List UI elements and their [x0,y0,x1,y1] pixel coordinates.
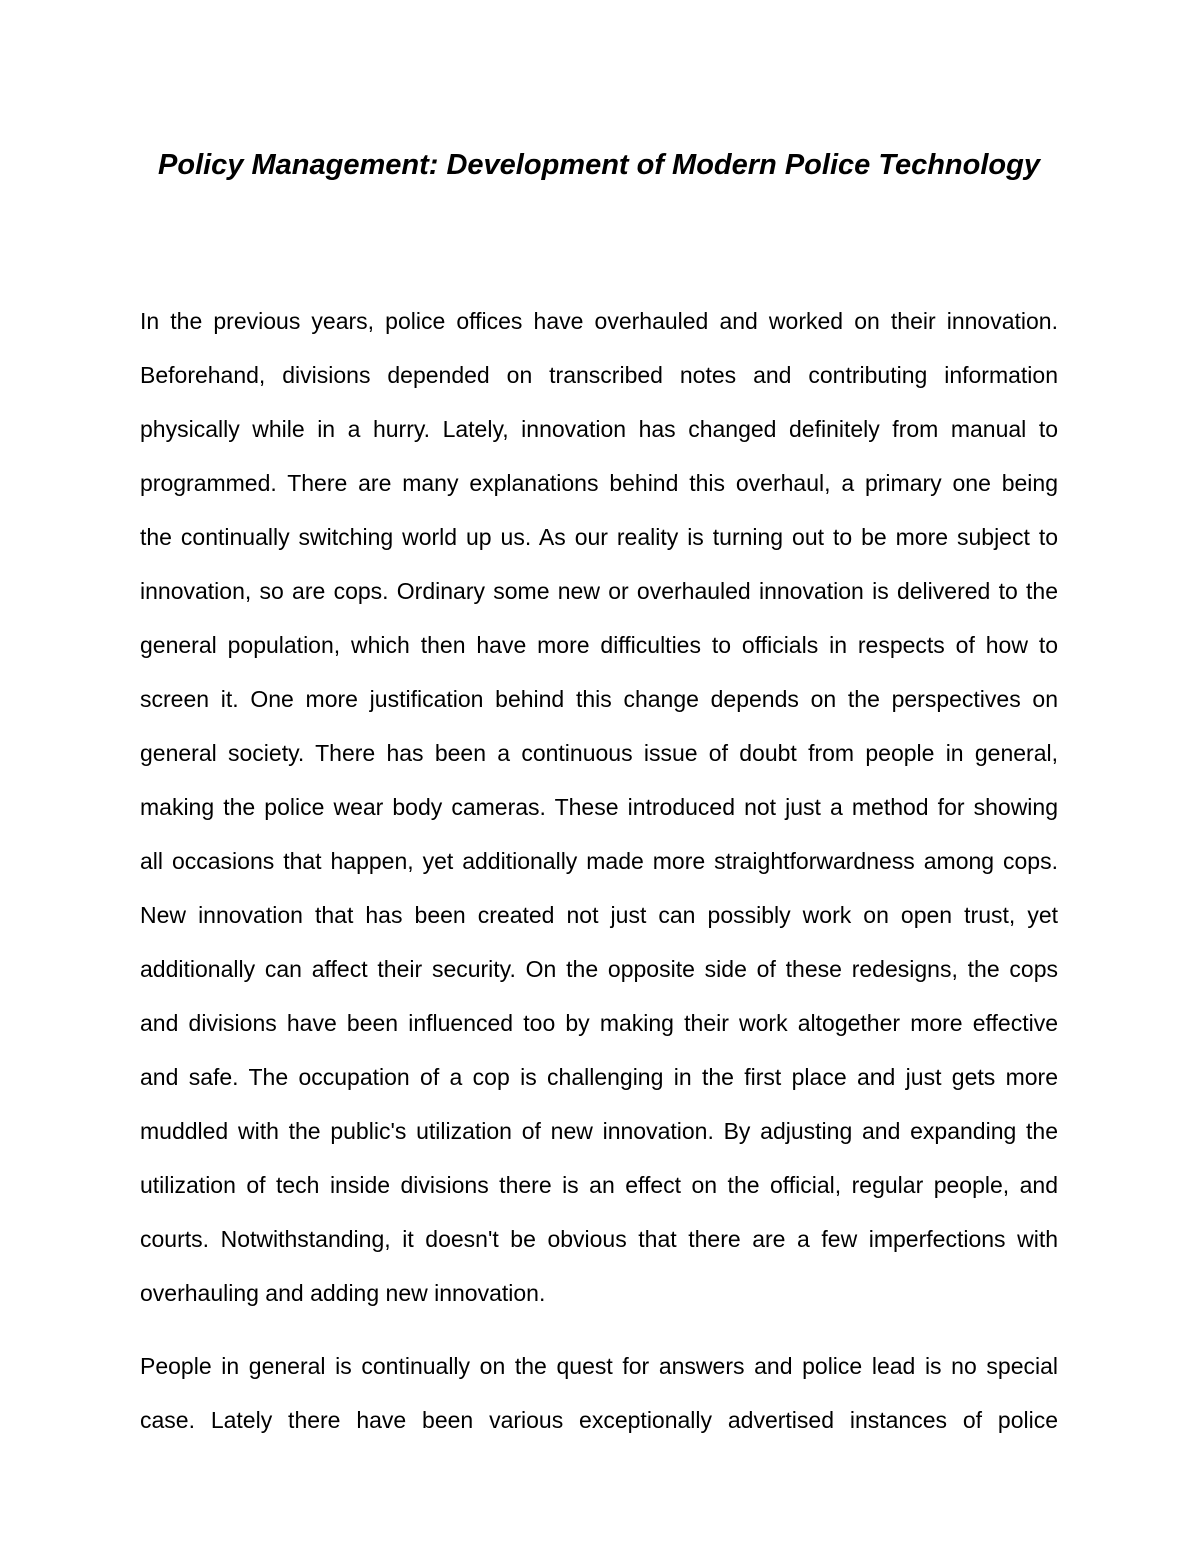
text-line: general population, which then have more difficulties to officials in respects of how to [140,632,1058,658]
text-line: innovation, so are cops. Ordinary some new or overhauled innovation is delivered to the [140,578,1058,604]
text-line: making the police wear body cameras. These introduced not just a method for showing [140,794,1058,820]
text-line: People in general is continually on the quest for answers and police lead is no special [140,1353,1058,1379]
text-line: general society. There has been a continuous issue of doubt from people in general, [140,740,1058,766]
document-title: Policy Management: Development of Modern Police Technology [158,149,1040,181]
text-line: and divisions have been influenced too by making their work altogether more effective [140,1010,1058,1036]
text-line: In the previous years, police offices have overhauled and worked on their innovation. [140,308,1058,334]
text-line: case. Lately there have been various exceptionally advertised instances of police [140,1407,1058,1433]
text-line: muddled with the public's utilization of new innovation. By adjusting and expanding the [140,1118,1058,1144]
text-line: Beforehand, divisions depended on transcribed notes and contributing information [140,362,1058,388]
text-line: utilization of tech inside divisions there is an effect on the official, regular people, and [140,1172,1058,1198]
text-line: and safe. The occupation of a cop is challenging in the first place and just gets more [140,1064,1058,1090]
text-line: screen it. One more justification behind this change depends on the perspectives on [140,686,1058,712]
text-line: physically while in a hurry. Lately, innovation has changed definitely from manual to [140,416,1058,442]
text-line: the continually switching world up us. As our reality is turning out to be more subject to [140,524,1058,550]
text-line: all occasions that happen, yet additionally made more straightforwardness among cops. [140,848,1058,874]
text-line: New innovation that has been created not just can possibly work on open trust, yet [140,902,1058,928]
text-line: overhauling and adding new innovation. [140,1280,546,1306]
text-line: courts. Notwithstanding, it doesn't be obvious that there are a few imperfections with [140,1226,1058,1252]
text-line: programmed. There are many explanations behind this overhaul, a primary one being [140,470,1058,496]
text-line: additionally can affect their security. On the opposite side of these redesigns, the cops [140,956,1058,982]
